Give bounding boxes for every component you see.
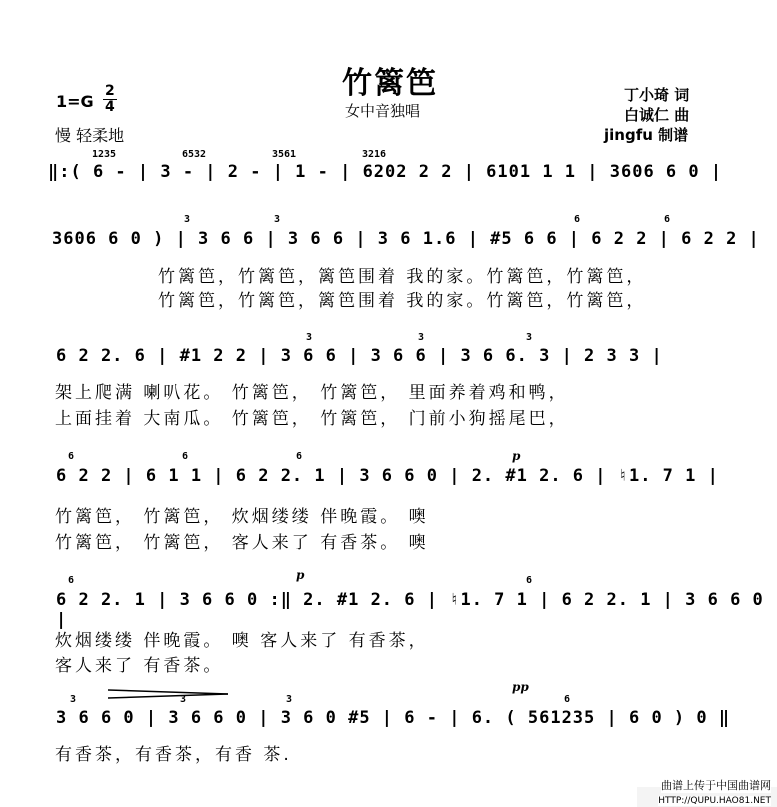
- lyrics-row-2-verse-2: 竹篱笆，竹篱笆，篱笆围着 我的家。竹篱笆，竹篱笆，: [158, 291, 647, 311]
- staff-row-2: 3606 6 0 ) | 3 6 6 | 3 6 6 | 3 6 1.6 | #5 6 6 | 6 2 2 | 6 2 2 |: [52, 229, 760, 249]
- lyrics-row-3-verse-1: 架上爬满 喇叭花。 竹篱笆， 竹篱笆， 里面养着鸡和鸭，: [55, 383, 569, 403]
- grace-notes-2: 6532: [182, 149, 207, 160]
- song-subtitle: 女中音独唱: [345, 102, 421, 120]
- tuplet-mark: 6: [564, 694, 571, 705]
- grace-mark-3a: 3: [306, 332, 313, 343]
- grace-notes-4: 3216: [362, 149, 387, 160]
- grace-mark-6b: 3: [180, 694, 187, 705]
- lyrics-row-4-verse-1: 竹篱笆， 竹篱笆， 炊烟缕缕 伴晚霞。 噢: [55, 507, 429, 527]
- footer-watermark-text: 曲谱上传于中国曲谱网: [661, 779, 771, 792]
- grace-mark-2d: 6: [664, 214, 671, 225]
- grace-notes-1: 1235: [92, 149, 117, 160]
- lyricist-credit: 丁小琦 词: [624, 86, 690, 104]
- grace-mark-2b: 3: [274, 214, 281, 225]
- grace-notes-3: 3561: [272, 149, 297, 160]
- dynamic-p-1: p: [512, 449, 521, 463]
- time-signature: [103, 84, 117, 115]
- dynamic-pp: pp: [512, 680, 529, 694]
- crescendo-hairpin: [108, 684, 228, 694]
- song-title: 竹篱笆: [342, 66, 438, 101]
- staff-row-5: 6 2 2. 1 | 3 6 6 0 :‖ 2. #1 2. 6 | ♮1. 7 1 | 6 2 2. 1 | 3 6 6 0 |: [56, 590, 764, 630]
- lyrics-row-5-verse-2: 客人来了 有香茶。: [55, 656, 224, 676]
- time-signature-top: 2: [105, 83, 115, 99]
- lyrics-row-5-verse-1: 炊烟缕缕 伴晚霞。 噢 客人来了 有香茶，: [55, 631, 429, 651]
- footer-watermark-url: HTTP://QUPU.HAO81.NET: [658, 796, 771, 806]
- grace-mark-4c: 6: [296, 451, 303, 462]
- composer-credit: 白诚仁 曲: [624, 106, 690, 124]
- grace-mark-6c: 3: [286, 694, 293, 705]
- grace-mark-2a: 3: [184, 214, 191, 225]
- hairpin-svg: [108, 689, 228, 699]
- grace-mark-6a: 3: [70, 694, 77, 705]
- grace-mark-3b: 3: [418, 332, 425, 343]
- arranger-credit: jingfu 制谱: [604, 126, 689, 144]
- dynamic-p-2: p: [296, 568, 305, 582]
- staff-row-6: 3 6 6 0 | 3 6 6 0 | 3 6 0 #5 | 6 - | 6. ( 561235 | 6 0 ) 0 ‖: [56, 708, 731, 728]
- grace-mark-4b: 6: [182, 451, 189, 462]
- grace-mark-2c: 6: [574, 214, 581, 225]
- lyrics-row-3-verse-2: 上面挂着 大南瓜。 竹篱笆， 竹篱笆， 门前小狗摇尾巴，: [55, 409, 569, 429]
- time-signature-bottom: 4: [105, 99, 115, 115]
- key-signature: 1=G: [56, 92, 94, 111]
- grace-mark-5a: 6: [68, 575, 75, 586]
- staff-row-4: 6 2 2 | 6 1 1 | 6 2 2. 1 | 3 6 6 0 | 2. #1 2. 6 | ♮1. 7 1 |: [56, 466, 719, 486]
- staff-row-3: 6 2 2. 6 | #1 2 2 | 3 6 6 | 3 6 6 | 3 6 6. 3 | 2 3 3 |: [56, 346, 663, 366]
- grace-mark-3c: 3: [526, 332, 533, 343]
- staff-row-1: ‖:( 6 - | 3 - | 2 - | 1 - | 6202 2 2 | 6101 1 1 | 3606 6 0 |: [48, 162, 723, 182]
- lyrics-row-4-verse-2: 竹篱笆， 竹篱笆， 客人来了 有香茶。 噢: [55, 533, 429, 553]
- grace-mark-5b: 6: [526, 575, 533, 586]
- lyrics-row-6-verse-1: 有香茶，有香茶，有香 茶.: [55, 745, 292, 765]
- lyrics-row-2-verse-1: 竹篱笆，竹篱笆，篱笆围着 我的家。竹篱笆，竹篱笆，: [158, 267, 647, 287]
- grace-mark-4a: 6: [68, 451, 75, 462]
- tempo-marking: 慢 轻柔地: [55, 126, 125, 145]
